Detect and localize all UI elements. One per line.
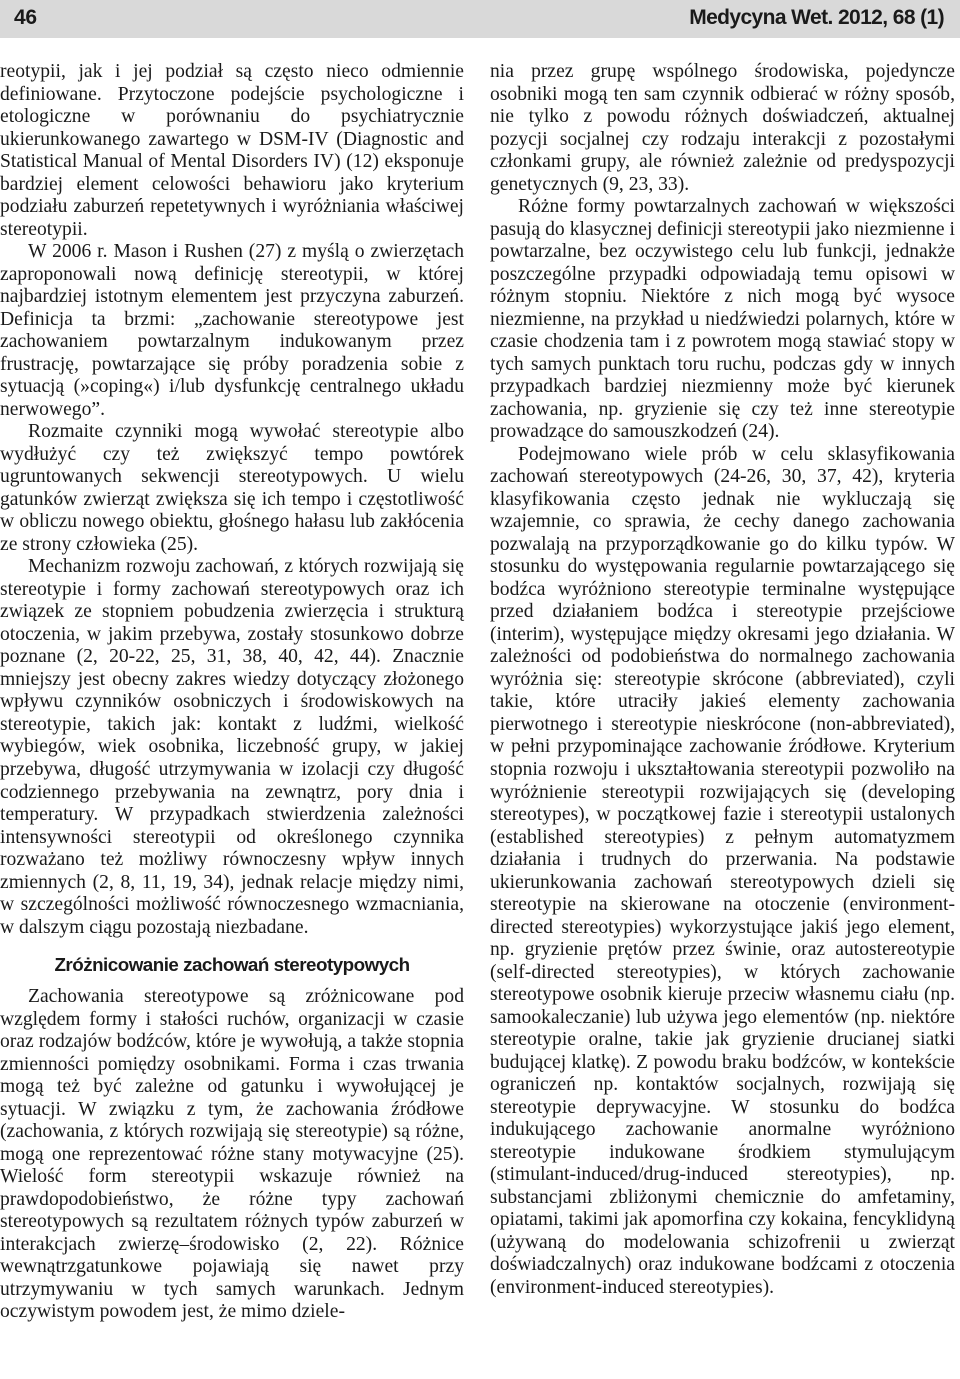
section-heading: Zróżnicowanie zachowań stereotypowych: [54, 954, 410, 976]
right-paragraph-2: Różne formy powtarzalnych zachowań w większości pasują do klasycznej definicji stereotypii jako niezmienne i powtarzalne, bez oczywistego celu lub funkcji, jednakże poszczególne przypadki odpowiadają temu opisowi w różnym stopniu. Niektóre z nich mogą być wysoce niezmienne, na przykład u niedźwiedzi polarnych, które w czasie chodzenia tam i z powrotem mogą stawiać stopy w tych samych punktach toru ruchu, podczas gdy w innych przypadkach bardziej niezmienny może być kierunek zachowania, np. gryzienie się czy też inne stereotypie prowadzące do samouszkodzeń (24).: [490, 196, 955, 443]
left-column: [0, 61, 464, 1324]
left-paragraph-5: Zachowania stereotypowe są zróżnicowane pod względem formy i stałości ruchów, organizacji w czasie oraz rodzajów bodźców, które je wywołują, a także stopnia zmienności pomiędzy osobnikami. Forma i czas trwania mogą też być zależne od gatunku i wywołującej je sytuacji. W związku z tym, że zachowania źródłowe (zachowania, z których rozwijają się stereotypie) są różne, mogą one reprezentować różne stany motywacyjne (25). Wielość form stereotypii wskazuje również na prawdopodobieństwo, że różne typy zachowań stereotypowych są rezultatem różnych typów zaburzeń w interakcjach zwierzę–środowisko (2, 22). Różnice wewnątrzgatunkowe pojawiają się nawet przy utrzymywaniu w tych samych warunkach. Jednym oczywistym powodem jest, że mimo dziele-: [0, 986, 464, 1323]
left-paragraph-4: Mechanizm rozwoju zachowań, z których rozwijają się stereotypie i formy zachowań stereotypowych oraz ich związek ze stopniem pobudzenia zwierzęcia i strukturą otoczenia, w jakim przebywa, zostały stosunkowo dobrze poznane (2, 20-22, 25, 31, 38, 40, 42, 44). Znacznie mniejszy jest obecny zakres wiedzy dotyczący złożonego wpływu czynników osobniczych i środowiskowych na stereotypie, takich jak: kontakt z ludźmi, wielkość wybiegów, wiek osobnika, liczebność grupy, w jakiej przebywa, długość utrzymywania w izolacji czy długość codziennego przebywania na zewnątrz, pory dnia i temperatury. W przypadkach stwierdzenia zależności intensywności stereotypii od określonego czynnika rozważano też możliwy równoczesny wpływ innych zmiennych (2, 8, 11, 19, 34), jednak relacje między nimi, w szczególności możliwość równoczesnego wzmacniania, w dalszym ciągu pozostają niezbadane.: [0, 556, 464, 938]
page-number: 46: [14, 6, 37, 29]
right-paragraph-1: nia przez grupę wspólnego środowiska, pojedyncze osobniki mogą ten sam czynnik odbierać w różny sposób, nie tylko z powodu różnych doświadczeń, aktualnej pozycji socjalnej czy rodzaju interakcji z pozostałymi członkami grupy, ale również zależnie od predyspozycji genetycznych (9, 23, 33).: [490, 61, 955, 195]
left-paragraph-3: Rozmaite czynniki mogą wywołać stereotypie albo wydłużyć czy też zwiększyć tempo powtórek ugruntowanych sekwencji stereotypowych. U wielu gatunków zwierząt zwiększa się ich tempo i częstotliwość w obliczu nowego obiektu, głośnego hałasu lub zakłócenia ze strony człowieka (25).: [0, 421, 464, 555]
left-paragraph-2: W 2006 r. Mason i Rushen (27) z myślą o zwierzętach zaproponowali nową definicję stereotypii, w której najbardziej istotnym elementem jest przyczyna zaburzeń. Definicja ta brzmi: „zachowanie stereotypowe jest zachowaniem powtarzalnym indukowanym przez frustrację, powtarzające się próby poradzenia sobie z sytuacją (»coping«) i/lub dysfunkcję centralnego układu nerwowego”.: [0, 241, 464, 420]
right-column: [490, 61, 955, 1299]
right-paragraph-3: Podejmowano wiele prób w celu sklasyfikowania zachowań stereotypowych (24-26, 30, 37, 42), kryteria klasyfikowania często jednak nie wykluczają się wzajemnie, co sprawia, że cechy danego zachowania pozwalają na przyporządkowanie go do kilku typów. W stosunku do występowania regularnie powtarzającego się bodźca wyróżniono stereotypie terminalne występujące przed działaniem bodźca i stereotypie przejściowe (interim), występujące między okresami jego działania. W zależności od podobieństwa do normalnego zachowania wyróżnia się: stereotypie skrócone (abbreviated), czyli takie, które utraciły jakieś elementy zachowania pierwotnego i stereotypie nieskrócone (non-abbreviated), w pełni przypominające zachowanie źródłowe. Kryterium stopnia rozwoju i ukształtowania stereotypii pozwoliło na wyróżnienie stereotypii rozwijających się (developing stereotypes), w początkowej fazie i stereotypii ustalonych (established stereotypies) z pełnym automatyzmem działania i trudnych do przerwania. Na podstawie ukierunkowania zachowań stereotypowych dzieli się stereotypie na skierowane na otoczenie (environment-directed stereotypies) wykorzystujące jakiś jego element, np. gryzienie prętów przez świnie, oraz autostereotypie (self-directed stereotypies), w których zachowanie stereotypowe osobnik kieruje przeciw własnemu ciału (np. samookaleczanie) lub używa jego elementów (np. niektóre stereotypie oralne, takie jak gryzienie drucianej siatki budującej klatkę). Z powodu braku bodźców, w kontekście ograniczeń np. kontaktów socjalnych, rozwijają się stereotypie deprywacyjne. W stosunku do bodźca indukującego zachowanie anormalne wyróżniono stereotypie indukowane środkiem stymulującym (stimulant-induced/drug-induced stereotypies), np. substancjami zbliżonymi chemicznie do amfetaminy, opiatami, takimi jak apomorfina czy kokaina, fencyklidyną (używaną do modelowania schizofrenii u zwierząt doświadczalnych) oraz indukowane bodźcami z otoczenia (environment-induced stereotypies).: [490, 443, 955, 1298]
page-header: [0, 0, 960, 38]
journal-citation: Medycyna Wet. 2012, 68 (1): [689, 6, 944, 29]
left-paragraph-1: reotypii, jak i jej podział są często nieco odmiennie definiowane. Przytoczone podejście psychologiczne i etologiczne w porównaniu do psychiatrycznie ukierunkowanego zawartego w DSM-IV (Diagnostic and Statistical Manual of Mental Disorders IV) (12) eksponuje bardziej element celowości behawioru jako kryterium podziału zaburzeń repetetywnych i wyróżniania właściwej stereotypii.: [0, 61, 464, 240]
